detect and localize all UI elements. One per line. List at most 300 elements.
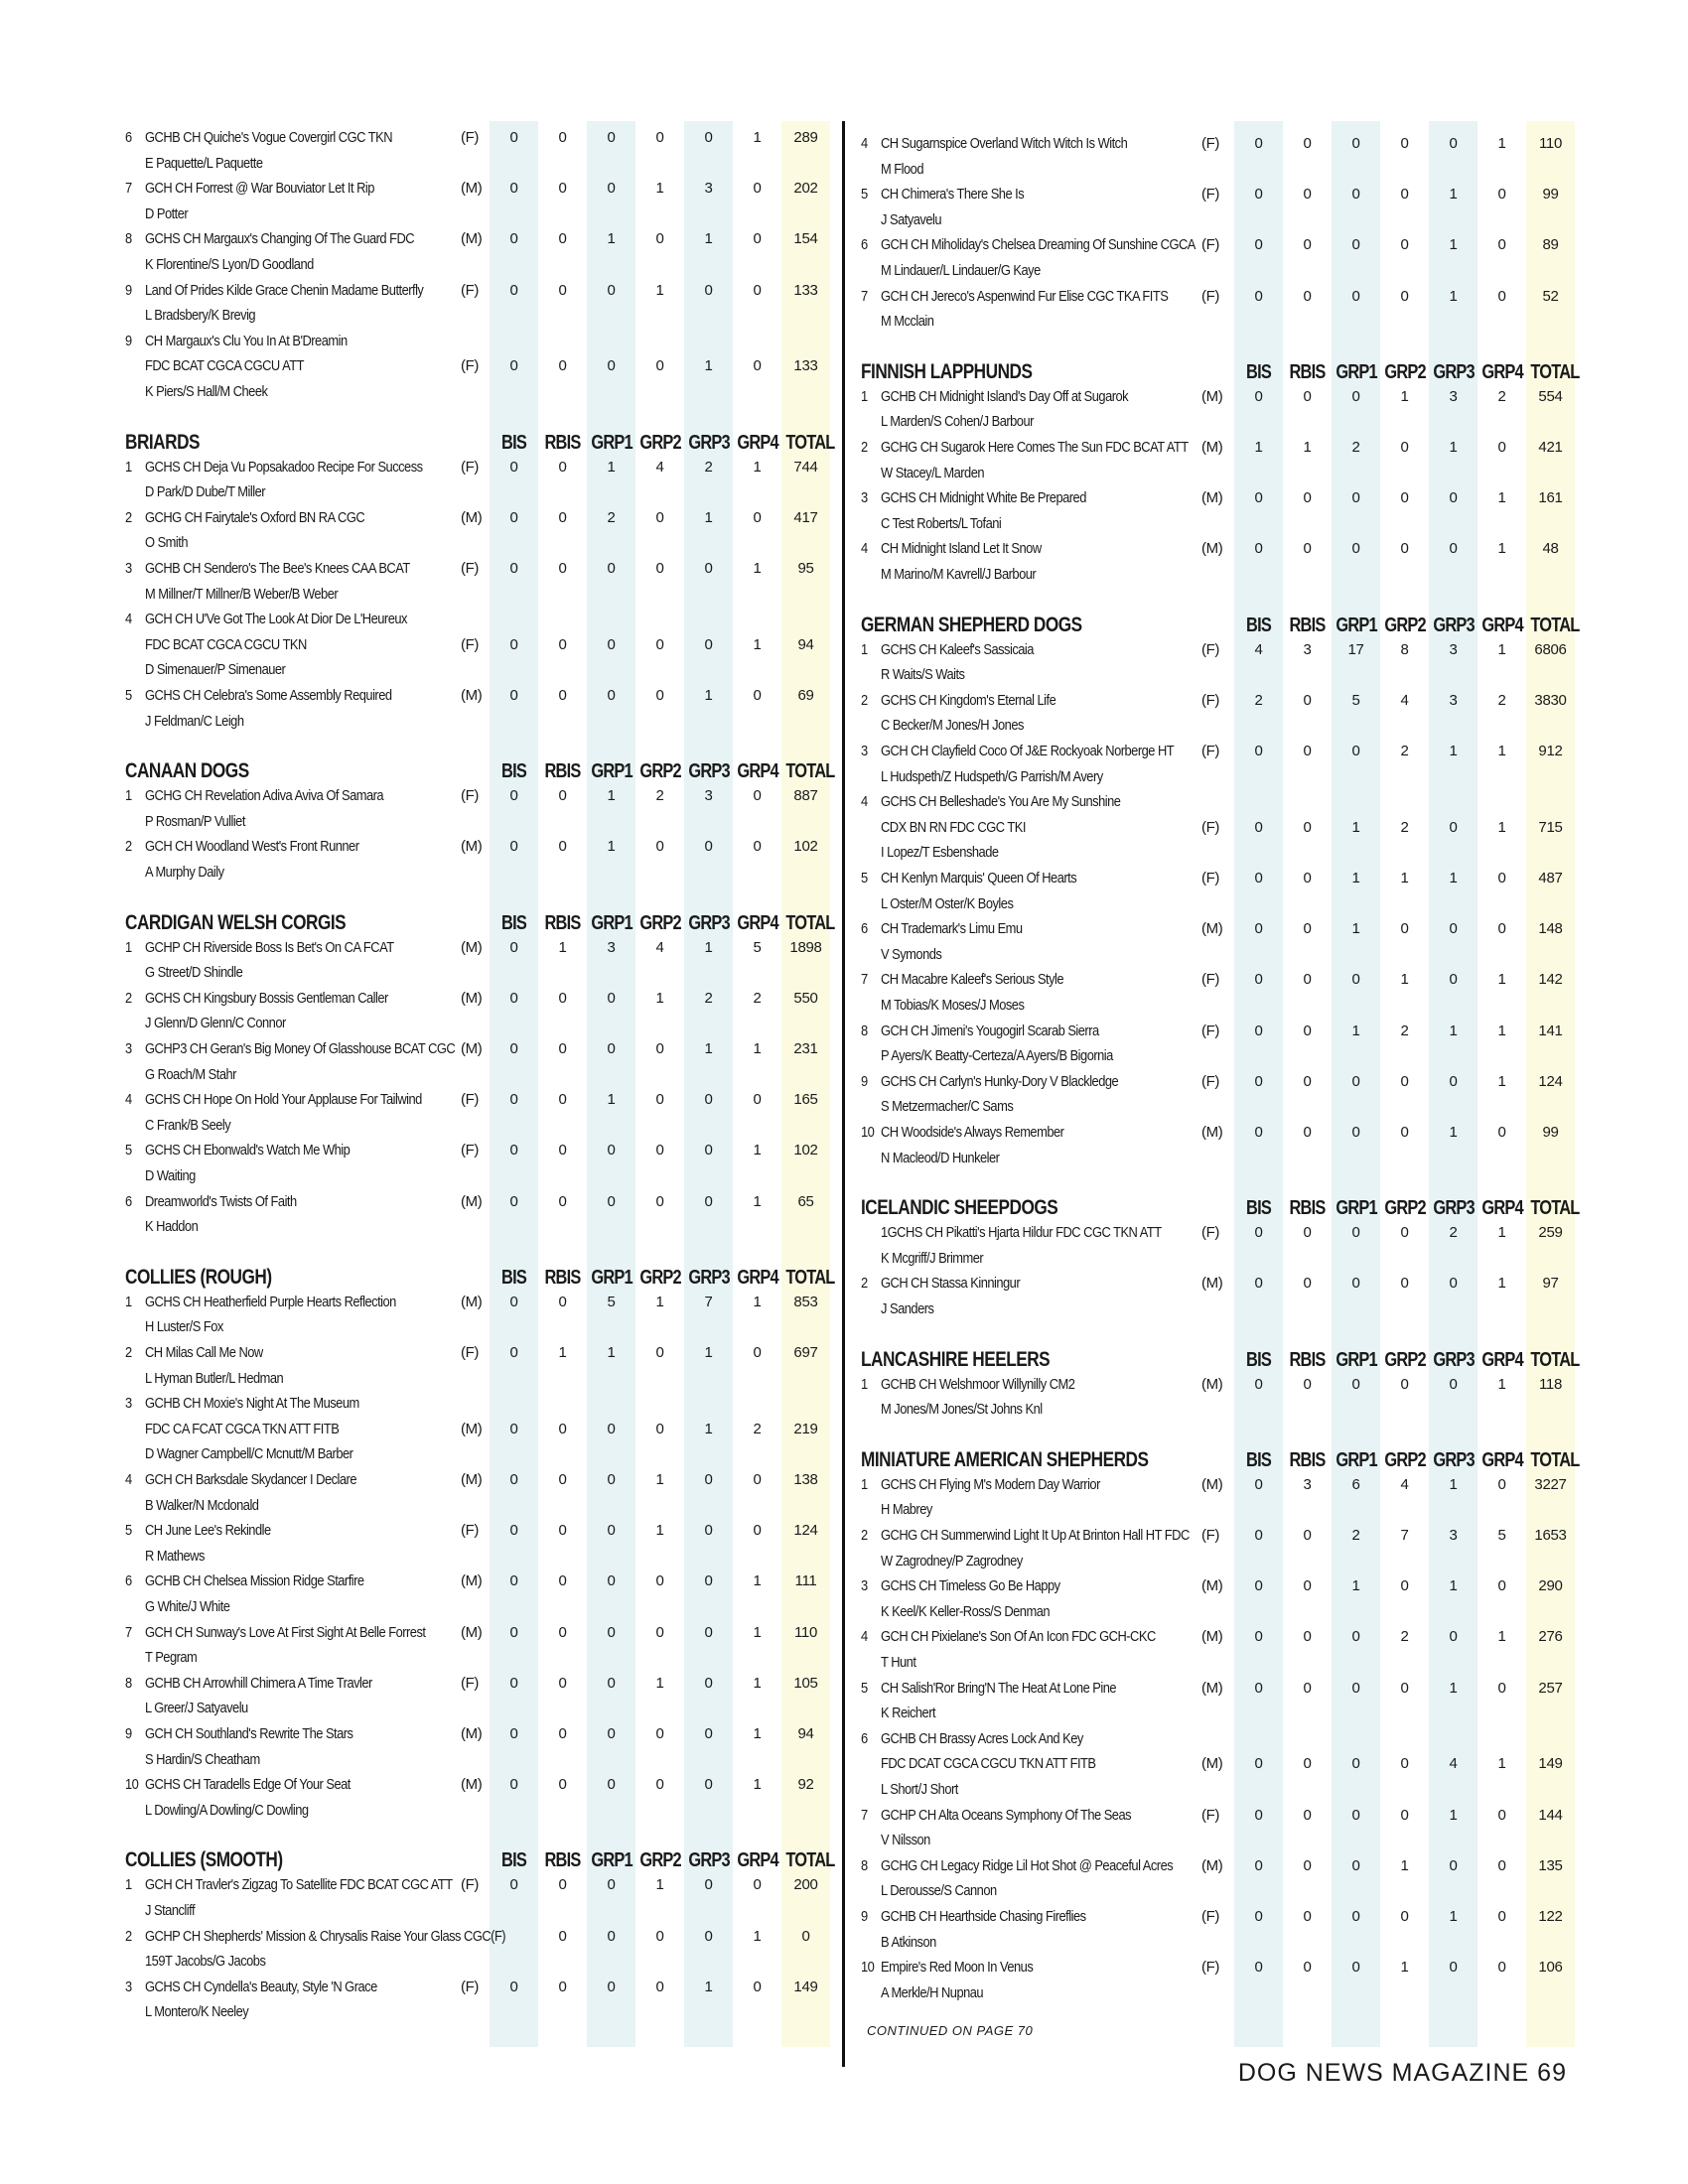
stat-grp3: 0 (1449, 135, 1458, 152)
stat-grp4: 0 (1497, 1959, 1506, 1977)
entry-rank: 8 (861, 1856, 868, 1874)
stat-rbis: 0 (558, 838, 567, 856)
entry-rank: 6 (125, 1192, 132, 1210)
column-header-grp4: GRP4 (1481, 360, 1523, 383)
stat-grp1: 0 (1351, 135, 1360, 152)
column-band-bis (490, 121, 538, 2047)
stat-rbis: 0 (558, 1927, 567, 1945)
stat-grp2: 0 (655, 357, 664, 375)
entry-dog-name: GCHG CH Legacy Ridge Lil Hot Shot @ Peaceful Acres (881, 1856, 1174, 1874)
stat-total: 912 (1538, 743, 1563, 759)
stat-grp2: 1 (655, 1522, 664, 1540)
column-header-bis: BIS (501, 1849, 526, 1872)
stat-grp3: 0 (704, 1091, 713, 1109)
column-header-grp2: GRP2 (1384, 1197, 1426, 1220)
entry-owners: J Feldman/C Leigh (145, 712, 244, 730)
stat-total: 853 (793, 1293, 818, 1310)
entry-sex: (F) (1201, 640, 1219, 658)
breed-title: FINNISH LAPPHUNDS (861, 359, 1033, 383)
stat-grp1: 0 (607, 1572, 616, 1590)
stat-grp4: 1 (753, 458, 762, 476)
stat-grp3: 0 (704, 1142, 713, 1160)
stat-grp3: 1 (1449, 439, 1458, 456)
column-header-grp4: GRP4 (737, 1266, 778, 1289)
entry-sex: (M) (1201, 540, 1223, 558)
stat-total: 142 (1538, 971, 1563, 989)
entry-rank: 1 (125, 1876, 132, 1894)
stat-rbis: 0 (1303, 1375, 1312, 1393)
stat-grp3: 0 (1449, 920, 1458, 938)
stat-bis: 0 (509, 230, 518, 248)
stat-bis: 0 (509, 508, 518, 526)
entry-sex: (M) (461, 1293, 483, 1310)
stat-rbis: 0 (558, 560, 567, 577)
stat-total: 1898 (789, 938, 822, 956)
entry-rank: 1 (861, 387, 868, 405)
stat-grp4: 0 (753, 787, 762, 805)
column-header-grp4: GRP4 (737, 1849, 778, 1872)
entry-sex: (M) (461, 1471, 483, 1488)
stat-bis: 0 (1254, 489, 1263, 507)
stat-bis: 0 (1254, 1959, 1263, 1977)
entry-dog-name: GCHS CH Taradells Edge Of Your Seat (145, 1776, 351, 1794)
stat-grp2: 0 (1400, 135, 1409, 152)
stat-rbis: 0 (1303, 540, 1312, 558)
stat-total: 6806 (1534, 640, 1567, 658)
column-header-rbis: RBIS (544, 1849, 581, 1872)
entry-rank: 1 (125, 1293, 132, 1310)
stat-bis: 0 (509, 1725, 518, 1742)
stat-grp2: 1 (655, 180, 664, 198)
stat-grp2: 7 (1400, 1527, 1409, 1544)
stat-grp1: 0 (1351, 1959, 1360, 1977)
entry-dog-name: GCHB CH Moxie's Night At The Museum (145, 1395, 359, 1413)
entry-owners: M Millner/T Millner/B Weber/B Weber (145, 585, 339, 603)
stat-grp4: 1 (753, 1725, 762, 1742)
column-header-grp3: GRP3 (688, 431, 730, 454)
entry-sex: (M) (461, 1623, 483, 1641)
stat-rbis: 0 (558, 1674, 567, 1692)
entry-sex: (M) (461, 1040, 483, 1057)
stat-grp3: 0 (704, 635, 713, 653)
entry-rank: 3 (125, 1040, 132, 1057)
entry-dog-name: FDC BCAT CGCA CGCU ATT (145, 357, 304, 375)
column-header-grp3: GRP3 (1433, 614, 1475, 636)
stat-grp2: 0 (655, 635, 664, 653)
stat-bis: 0 (509, 1572, 518, 1590)
breed-title: COLLIES (SMOOTH) (125, 1848, 283, 1872)
stat-grp2: 0 (1400, 287, 1409, 305)
stat-total: 149 (1538, 1755, 1563, 1773)
stat-bis: 0 (509, 1293, 518, 1310)
stat-grp2: 0 (1400, 920, 1409, 938)
stat-bis: 0 (1254, 1577, 1263, 1595)
entry-sex: (F) (1201, 1224, 1219, 1242)
entry-dog-name: GCHB CH Welshmoor Willynilly CM2 (881, 1375, 1075, 1393)
entry-owners: D Waiting (145, 1166, 196, 1184)
stat-grp4: 1 (753, 1927, 762, 1945)
stat-grp4: 1 (753, 1674, 762, 1692)
stat-grp1: 0 (607, 1192, 616, 1210)
entry-dog-name: FDC DCAT CGCA CGCU TKN ATT FITB (881, 1755, 1096, 1773)
stat-grp4: 0 (1497, 1856, 1506, 1874)
stat-grp4: 1 (1497, 1628, 1506, 1646)
entry-sex: (M) (461, 1572, 483, 1590)
stat-total: 487 (1538, 870, 1563, 887)
stat-grp2: 0 (655, 508, 664, 526)
stat-rbis: 0 (558, 989, 567, 1007)
entry-sex: (M) (1201, 489, 1223, 507)
stat-grp1: 1 (607, 838, 616, 856)
stat-grp4: 2 (1497, 387, 1506, 405)
entry-owners: L Oster/M Oster/K Boyles (881, 894, 1014, 912)
stat-grp1: 0 (1351, 1856, 1360, 1874)
stat-grp2: 1 (1400, 971, 1409, 989)
entry-sex: (M) (461, 687, 483, 704)
stat-rbis: 0 (1303, 691, 1312, 709)
entry-rank: 2 (125, 508, 132, 526)
stat-grp3: 2 (704, 989, 713, 1007)
entry-dog-name: Dreamworld's Twists Of Faith (145, 1192, 297, 1210)
stat-bis: 0 (509, 1978, 518, 1995)
stat-grp2: 0 (655, 1420, 664, 1437)
stat-grp3: 1 (1449, 287, 1458, 305)
stat-bis: 0 (1254, 818, 1263, 836)
stat-total: 94 (797, 1725, 814, 1742)
stat-rbis: 0 (1303, 971, 1312, 989)
entry-rank: 8 (125, 1674, 132, 1692)
stat-grp1: 0 (607, 1040, 616, 1057)
stat-bis: 0 (1254, 540, 1263, 558)
stat-grp2: 1 (655, 1471, 664, 1488)
stat-grp4: 2 (753, 989, 762, 1007)
entry-rank: 2 (861, 1275, 868, 1293)
stat-bis: 0 (1254, 1022, 1263, 1039)
entry-dog-name: GCHS CH Deja Vu Popsakadoo Recipe For Success (145, 458, 423, 476)
stat-grp4: 0 (1497, 439, 1506, 456)
entry-owners: K Keel/K Keller-Ross/S Denman (881, 1602, 1051, 1620)
stat-total: 165 (793, 1091, 818, 1109)
column-header-grp1: GRP1 (591, 1266, 633, 1289)
entry-sex: (M) (1201, 387, 1223, 405)
stat-rbis: 0 (1303, 1679, 1312, 1697)
entry-sex: (M) (1201, 1375, 1223, 1393)
entry-dog-name: GCHS CH Heatherfield Purple Hearts Reflection (145, 1293, 396, 1310)
stat-grp4: 1 (753, 1572, 762, 1590)
stat-grp4: 1 (1497, 1022, 1506, 1039)
stat-rbis: 0 (558, 458, 567, 476)
column-divider (842, 121, 845, 2067)
entry-sex: (F) (1201, 186, 1219, 204)
stat-grp3: 0 (704, 1674, 713, 1692)
stat-total: 744 (793, 458, 818, 476)
entry-dog-name: CH Milas Call Me Now (145, 1344, 263, 1361)
stat-total: 138 (793, 1471, 818, 1488)
stat-total: 887 (793, 787, 818, 805)
column-header-grp3: GRP3 (688, 1266, 730, 1289)
entry-rank: 4 (861, 1628, 868, 1646)
stat-grp4: 1 (1497, 1275, 1506, 1293)
stat-grp1: 2 (607, 508, 616, 526)
column-band-total (781, 121, 835, 2047)
stat-grp4: 1 (753, 1776, 762, 1794)
column-header-total: TOTAL (785, 1266, 835, 1289)
stat-grp1: 0 (1351, 1124, 1360, 1141)
stat-grp2: 0 (1400, 1124, 1409, 1141)
stat-grp3: 0 (1449, 489, 1458, 507)
stat-bis: 4 (1254, 640, 1263, 658)
entry-owners: L Derousse/S Cannon (881, 1882, 997, 1900)
entry-owners: H Luster/S Fox (145, 1318, 223, 1336)
entry-rank: 9 (861, 1072, 868, 1090)
stat-grp2: 0 (655, 1623, 664, 1641)
column-header-grp2: GRP2 (1384, 1348, 1426, 1371)
stat-grp2: 0 (1400, 1755, 1409, 1773)
stat-grp2: 0 (655, 1978, 664, 1995)
stat-rbis: 0 (558, 1471, 567, 1488)
entry-rank: 6 (861, 1729, 868, 1747)
stat-grp2: 4 (655, 458, 664, 476)
entry-rank: 6 (125, 129, 132, 146)
stat-grp4: 0 (753, 1522, 762, 1540)
stat-grp2: 0 (1400, 1224, 1409, 1242)
entry-dog-name: GCHS CH Celebra's Some Assembly Required (145, 687, 392, 704)
stat-bis: 0 (509, 1674, 518, 1692)
stat-total: 149 (793, 1978, 818, 1995)
stat-grp3: 0 (704, 1572, 713, 1590)
stat-grp2: 0 (655, 838, 664, 856)
entry-sex: (F) (1201, 1022, 1219, 1039)
stat-bis: 0 (1254, 387, 1263, 405)
stat-grp3: 0 (1449, 1628, 1458, 1646)
stat-rbis: 0 (1303, 1856, 1312, 1874)
entry-dog-name: GCHB CH Sendero's The Bee's Knees CAA BCAT (145, 560, 410, 577)
stat-grp2: 1 (1400, 870, 1409, 887)
stat-rbis: 0 (1303, 1806, 1312, 1824)
stat-rbis: 0 (558, 1572, 567, 1590)
stat-grp2: 2 (1400, 1022, 1409, 1039)
stat-rbis: 3 (1303, 1475, 1312, 1493)
stat-grp3: 1 (704, 1420, 713, 1437)
column-header-bis: BIS (1246, 1197, 1271, 1220)
stat-grp3: 0 (704, 281, 713, 299)
stat-grp2: 0 (655, 1142, 664, 1160)
stat-grp1: 3 (607, 938, 616, 956)
column-header-rbis: RBIS (544, 1266, 581, 1289)
entry-sex: (F) (461, 1674, 479, 1692)
column-header-grp2: GRP2 (1384, 1448, 1426, 1471)
entry-owners: L Montero/K Neeley (145, 2003, 249, 2021)
stat-total: 133 (793, 357, 818, 375)
entry-rank: 1 (861, 1375, 868, 1393)
stat-grp2: 0 (655, 687, 664, 704)
entry-rank: 2 (861, 1527, 868, 1544)
entry-rank: 7 (125, 180, 132, 198)
entry-owners: L Dowling/A Dowling/C Dowling (145, 1801, 309, 1819)
entry-dog-name: FDC CA FCAT CGCA TKN ATT FITB (145, 1420, 340, 1437)
stat-rbis: 0 (558, 230, 567, 248)
entry-owners: A Merkle/H Nupnau (881, 1983, 984, 2001)
stat-total: 141 (1538, 1022, 1563, 1039)
stat-grp4: 0 (1497, 1806, 1506, 1824)
stat-rbis: 0 (1303, 1628, 1312, 1646)
stat-total: 715 (1538, 818, 1563, 836)
stat-rbis: 0 (1303, 135, 1312, 152)
entry-rank: 10 (861, 1124, 875, 1141)
stat-total: 554 (1538, 387, 1563, 405)
stat-total: 118 (1538, 1375, 1562, 1393)
stat-bis: 0 (509, 1522, 518, 1540)
stat-grp1: 0 (607, 357, 616, 375)
entry-rank: 8 (861, 1022, 868, 1039)
stat-grp1: 0 (1351, 1224, 1360, 1242)
stat-grp4: 1 (753, 635, 762, 653)
stat-grp4: 0 (1497, 186, 1506, 204)
stat-total: 257 (1538, 1679, 1563, 1697)
stat-bis: 0 (1254, 870, 1263, 887)
stat-total: 3227 (1534, 1475, 1567, 1493)
entry-owners: J Glenn/D Glenn/C Connor (145, 1015, 286, 1032)
stat-grp2: 0 (1400, 1679, 1409, 1697)
entry-owners: S Metzermacher/C Sams (881, 1098, 1014, 1116)
entry-owners: 159T Jacobs/G Jacobs (145, 1953, 266, 1971)
stat-grp4: 0 (1497, 1475, 1506, 1493)
stat-grp2: 0 (1400, 1072, 1409, 1090)
entry-sex: (M) (461, 1725, 483, 1742)
entry-sex: (F) (1201, 1527, 1219, 1544)
stat-bis: 0 (509, 458, 518, 476)
entry-dog-name: GCHS CH Kingsbury Bossis Gentleman Caller (145, 989, 388, 1007)
entry-rank: 2 (125, 1344, 132, 1361)
entry-rank: 3 (861, 1577, 868, 1595)
stat-grp3: 0 (704, 129, 713, 146)
stat-grp1: 1 (607, 1091, 616, 1109)
stat-grp4: 0 (753, 230, 762, 248)
column-header-grp4: GRP4 (1481, 614, 1523, 636)
stat-grp4: 0 (753, 281, 762, 299)
entry-rank: 7 (861, 287, 868, 305)
stat-bis: 0 (1254, 1806, 1263, 1824)
stat-grp4: 0 (1497, 1124, 1506, 1141)
stat-rbis: 0 (558, 787, 567, 805)
stat-grp3: 0 (704, 1725, 713, 1742)
stat-rbis: 1 (1303, 439, 1312, 456)
column-header-grp1: GRP1 (1336, 1197, 1377, 1220)
column-header-rbis: RBIS (544, 911, 581, 934)
stat-grp3: 0 (1449, 971, 1458, 989)
stat-grp3: 0 (1449, 1275, 1458, 1293)
entry-dog-name: GCHS CH Cyndella's Beauty, Style 'N Grace (145, 1978, 377, 1995)
entry-dog-name: CH Woodside's Always Remember (881, 1124, 1064, 1141)
stat-grp3: 0 (704, 838, 713, 856)
column-header-grp4: GRP4 (1481, 1448, 1523, 1471)
stat-bis: 0 (509, 938, 518, 956)
stat-grp4: 0 (753, 1091, 762, 1109)
entry-owners: J Sanders (881, 1299, 934, 1317)
stat-grp2: 0 (1400, 186, 1409, 204)
stat-bis: 0 (1254, 287, 1263, 305)
stat-rbis: 1 (558, 938, 567, 956)
entry-rank: 4 (861, 540, 868, 558)
breed-title: MINIATURE AMERICAN SHEPHERDS (861, 1447, 1149, 1471)
entry-owners: P Rosman/P Vulliet (145, 812, 245, 830)
entry-sex: (F) (1201, 287, 1219, 305)
entry-owners: V Symonds (881, 945, 942, 963)
stat-grp2: 0 (1400, 1275, 1409, 1293)
column-header-grp2: GRP2 (1384, 614, 1426, 636)
column-header-bis: BIS (1246, 1448, 1271, 1471)
entry-sex: (M) (461, 180, 483, 198)
column-header-grp4: GRP4 (737, 911, 778, 934)
stat-total: 102 (793, 838, 818, 856)
stat-grp4: 1 (1497, 1755, 1506, 1773)
stat-grp3: 0 (1449, 1375, 1458, 1393)
entry-dog-name: GCHS CH Kingdom's Eternal Life (881, 691, 1056, 709)
entry-owners: G Street/D Shindle (145, 964, 243, 982)
stat-grp1: 0 (607, 180, 616, 198)
stat-grp3: 1 (704, 687, 713, 704)
stat-grp4: 1 (1497, 640, 1506, 658)
entry-rank: 4 (125, 611, 132, 628)
entry-rank: 4 (861, 793, 868, 811)
stat-grp1: 0 (607, 1725, 616, 1742)
entry-sex: (F) (461, 787, 479, 805)
stat-grp4: 1 (753, 129, 762, 146)
stat-grp2: 0 (655, 1091, 664, 1109)
stat-grp2: 0 (1400, 540, 1409, 558)
entry-dog-name: GCH CH Pixielane's Son Of An Icon FDC GCH-CKC (881, 1628, 1156, 1646)
entry-dog-name: GCHS CH Timeless Go Be Happy (881, 1577, 1060, 1595)
stat-total: 154 (793, 230, 818, 248)
stat-grp2: 0 (1400, 439, 1409, 456)
stat-total: 231 (793, 1040, 818, 1057)
entry-sex: (M) (1201, 1856, 1223, 1874)
stat-grp2: 2 (1400, 743, 1409, 759)
stat-rbis: 0 (1303, 236, 1312, 254)
stat-grp1: 0 (1351, 489, 1360, 507)
stat-bis: 0 (509, 1192, 518, 1210)
entry-owners: P Ayers/K Beatty-Certeza/A Ayers/B Bigornia (881, 1047, 1113, 1065)
stat-bis: 0 (509, 787, 518, 805)
stat-rbis: 0 (558, 1725, 567, 1742)
entry-owners: O Smith (145, 534, 188, 552)
stat-rbis: 0 (1303, 1959, 1312, 1977)
stat-total: 289 (793, 129, 818, 146)
entry-sex: (F) (461, 1522, 479, 1540)
entry-rank: 4 (125, 1471, 132, 1488)
stat-grp2: 0 (1400, 1375, 1409, 1393)
entry-rank: 2 (125, 1927, 132, 1945)
entry-rank: 6 (861, 920, 868, 938)
entry-owners: M Tobias/K Moses/J Moses (881, 996, 1025, 1014)
entry-owners: W Zagrodney/P Zagrodney (881, 1552, 1023, 1570)
entry-sex: (F) (1201, 236, 1219, 254)
stat-grp4: 0 (1497, 287, 1506, 305)
stat-grp4: 2 (753, 1420, 762, 1437)
column-header-grp3: GRP3 (688, 911, 730, 934)
stat-grp2: 0 (655, 560, 664, 577)
column-header-grp3: GRP3 (1433, 1348, 1475, 1371)
stat-total: 550 (793, 989, 818, 1007)
entry-owners: T Pegram (145, 1649, 198, 1667)
stat-grp2: 0 (655, 1040, 664, 1057)
entry-sex: (M) (1201, 439, 1223, 456)
entry-owners: C Test Roberts/L Tofani (881, 514, 1002, 532)
stat-grp1: 0 (607, 1927, 616, 1945)
entry-sex: (F) (1201, 818, 1219, 836)
entry-sex: (M) (1201, 1679, 1223, 1697)
stat-grp1: 5 (1351, 691, 1360, 709)
